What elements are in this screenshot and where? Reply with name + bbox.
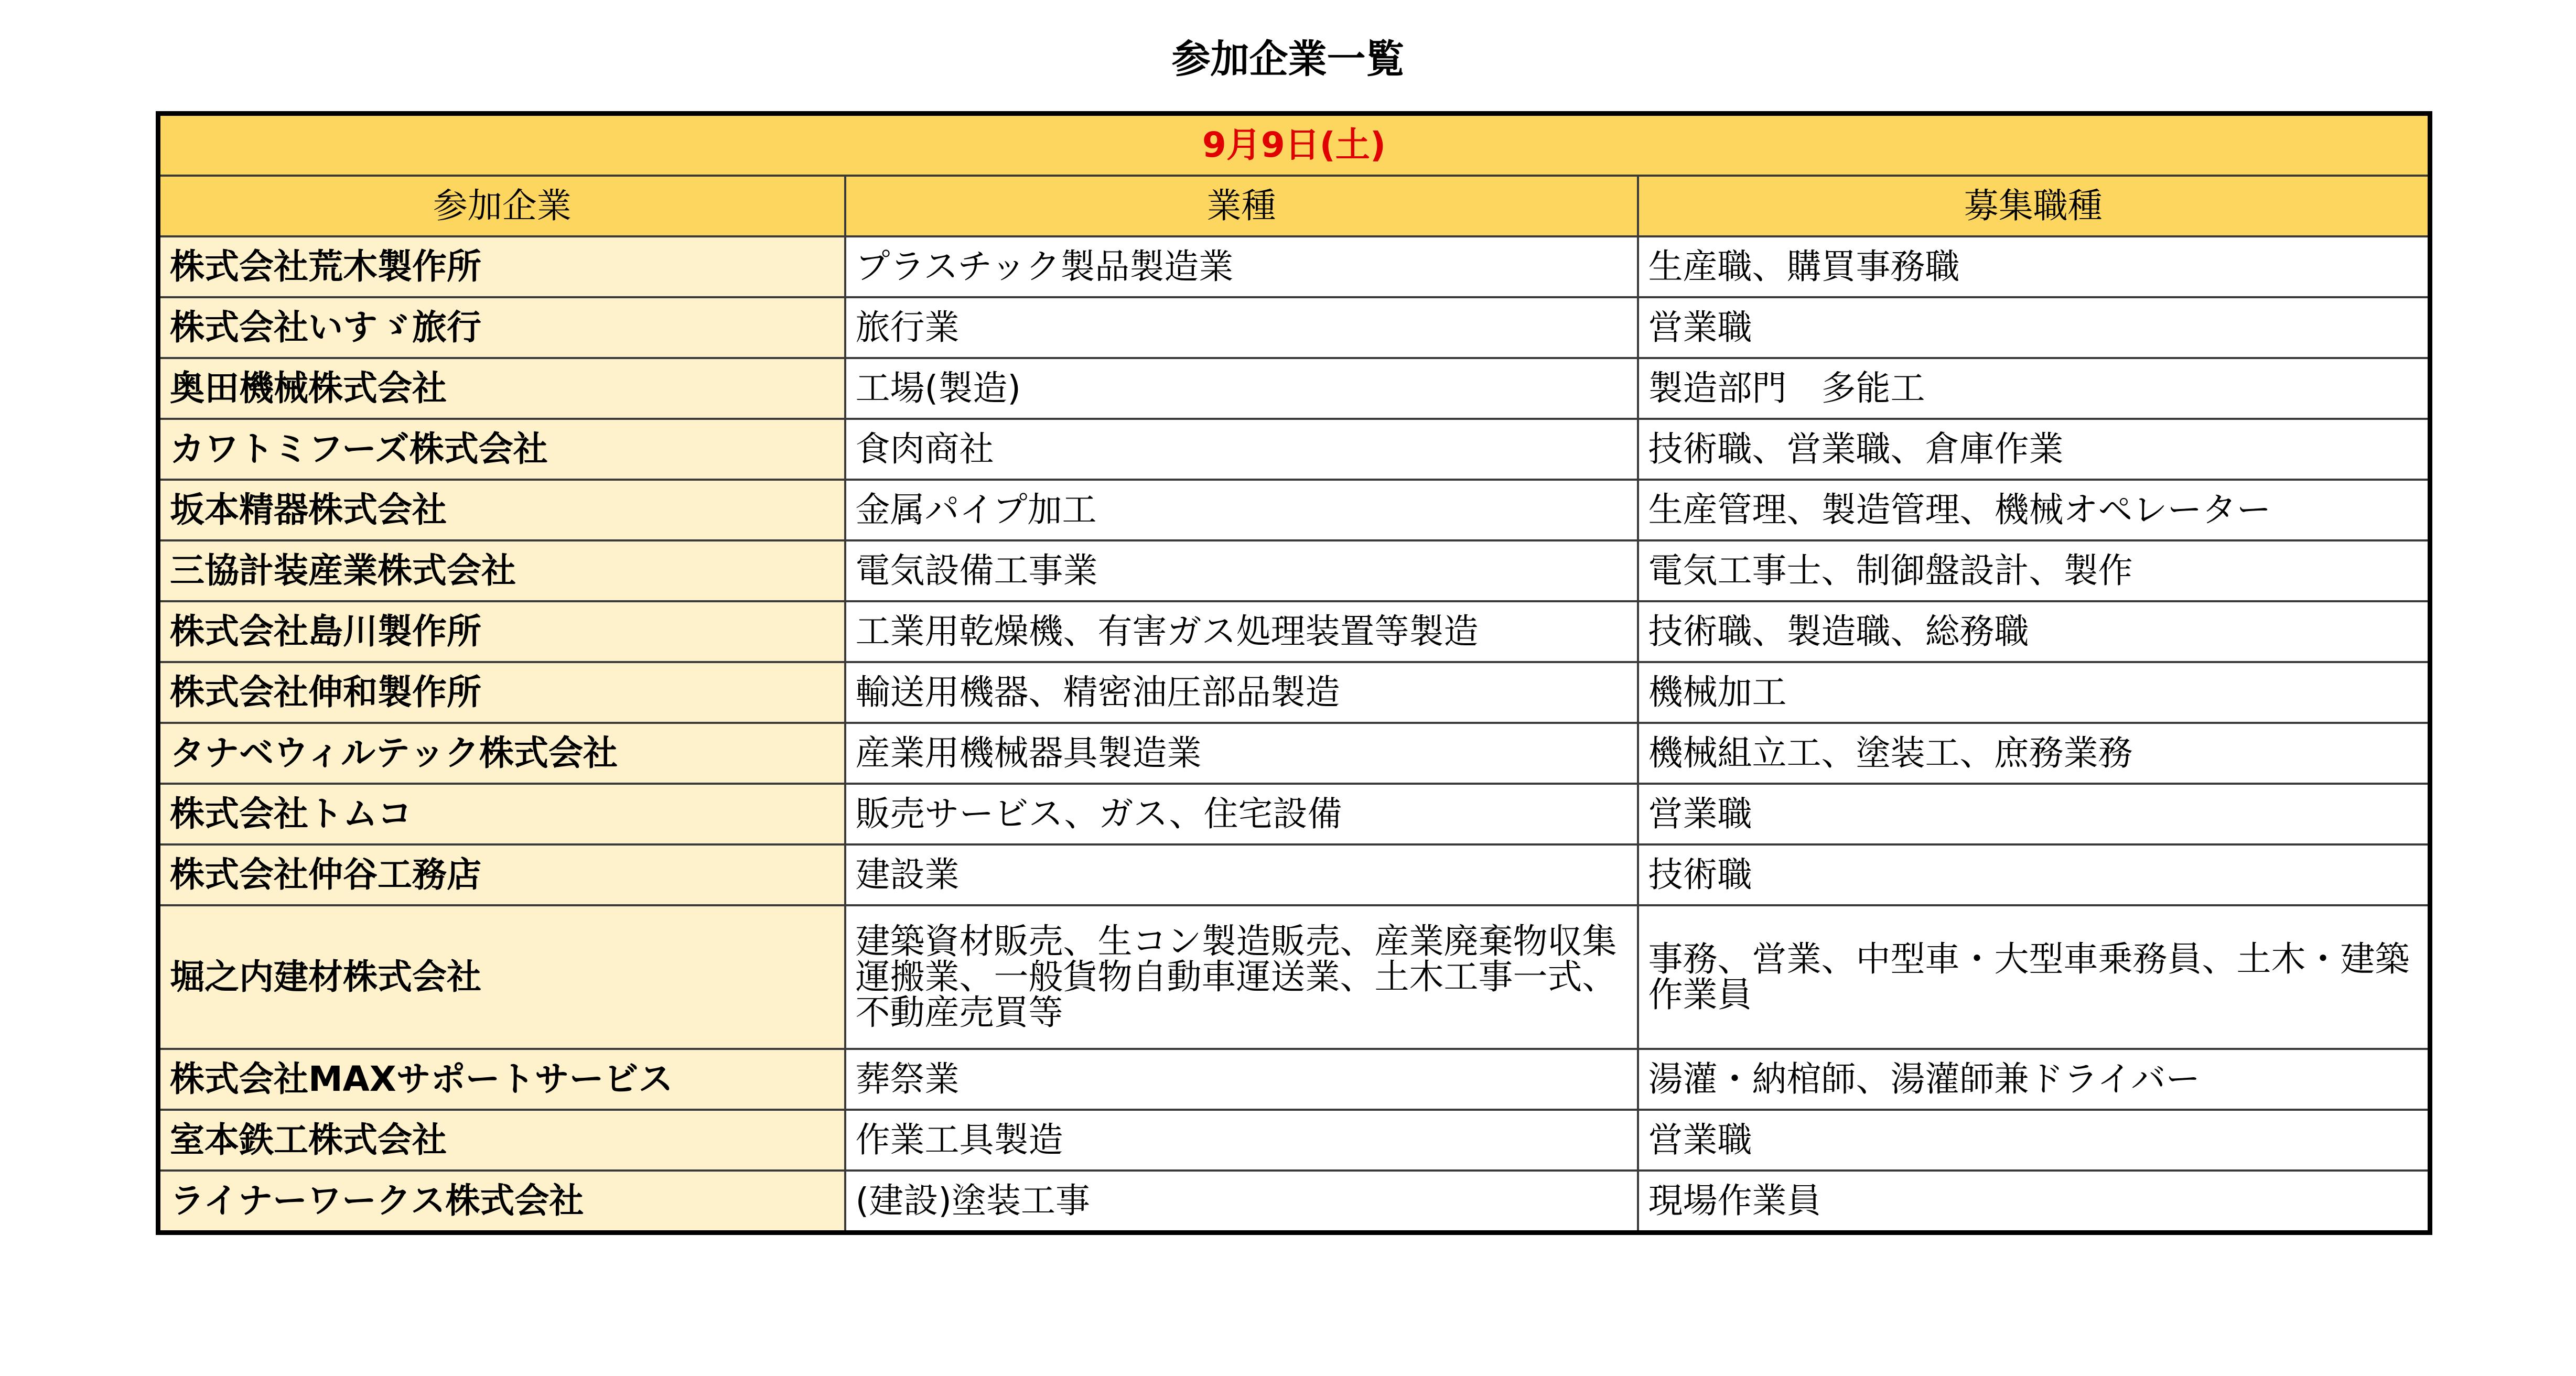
company-name: 株式会社MAXサポートサービス xyxy=(158,1049,845,1110)
jobs-cell: 営業職 xyxy=(1638,784,2430,844)
company-name: ライナーワークス株式会社 xyxy=(158,1171,845,1233)
jobs-cell: 生産管理、製造管理、機械オペレーター xyxy=(1638,480,2430,540)
company-name: 株式会社島川製作所 xyxy=(158,601,845,662)
header-row xyxy=(158,176,2430,236)
table-row xyxy=(158,1171,2430,1233)
industry-cell: 輸送用機器、精密油圧部品製造 xyxy=(845,662,1638,723)
industry-cell: 工場(製造) xyxy=(845,358,1638,419)
date-row xyxy=(158,114,2430,176)
company-name: 株式会社荒木製作所 xyxy=(158,236,845,297)
jobs-cell: 事務、営業、中型車・大型車乗務員、土木・建築作業員 xyxy=(1638,905,2430,1049)
header-jobs: 募集職種 xyxy=(1638,176,2430,236)
jobs-cell: 電気工事士、制御盤設計、製作 xyxy=(1638,540,2430,601)
industry-cell: 工業用乾燥機、有害ガス処理装置等製造 xyxy=(845,601,1638,662)
industry-cell: (建設)塗装工事 xyxy=(845,1171,1638,1233)
industry-cell: 販売サービス、ガス、住宅設備 xyxy=(845,784,1638,844)
jobs-cell: 機械加工 xyxy=(1638,662,2430,723)
industry-cell: 産業用機械器具製造業 xyxy=(845,723,1638,784)
table-row xyxy=(158,1049,2430,1110)
table-row xyxy=(158,419,2430,480)
table-row xyxy=(158,1110,2430,1171)
industry-cell: 金属パイプ加工 xyxy=(845,480,1638,540)
page-title: 参加企業一覧 xyxy=(1171,37,1405,82)
jobs-cell: 営業職 xyxy=(1638,297,2430,358)
table-row xyxy=(158,297,2430,358)
industry-cell: 葬祭業 xyxy=(845,1049,1638,1110)
company-name: 株式会社トムコ xyxy=(158,784,845,844)
industry-cell: 建設業 xyxy=(845,844,1638,905)
table-row xyxy=(158,784,2430,844)
company-name: 株式会社いすゞ旅行 xyxy=(158,297,845,358)
table-row xyxy=(158,662,2430,723)
jobs-cell: 技術職、製造職、総務職 xyxy=(1638,601,2430,662)
industry-cell: 作業工具製造 xyxy=(845,1110,1638,1171)
company-name: カワトミフーズ株式会社 xyxy=(158,419,845,480)
jobs-cell: 湯灌・納棺師、湯灌師兼ドライバー xyxy=(1638,1049,2430,1110)
jobs-cell: 製造部門 多能工 xyxy=(1638,358,2430,419)
company-name: 室本鉄工株式会社 xyxy=(158,1110,845,1171)
industry-cell: 電気設備工事業 xyxy=(845,540,1638,601)
company-name: 株式会社仲谷工務店 xyxy=(158,844,845,905)
table-row xyxy=(158,601,2430,662)
jobs-cell: 営業職 xyxy=(1638,1110,2430,1171)
participating-companies-table xyxy=(156,111,2432,1235)
jobs-cell: 技術職 xyxy=(1638,844,2430,905)
industry-cell: 建築資材販売、生コン製造販売、産業廃棄物収集運搬業、一般貨物自動車運送業、土木工事一式、不動産売買等 xyxy=(845,905,1638,1049)
company-name: 坂本精器株式会社 xyxy=(158,480,845,540)
industry-cell: 旅行業 xyxy=(845,297,1638,358)
jobs-cell: 現場作業員 xyxy=(1638,1171,2430,1233)
table-row xyxy=(158,236,2430,297)
header-company: 参加企業 xyxy=(158,176,845,236)
table-row xyxy=(158,540,2430,601)
event-date: 9月9日(土) xyxy=(158,114,2430,176)
table-row xyxy=(158,905,2430,1049)
industry-cell: プラスチック製品製造業 xyxy=(845,236,1638,297)
company-name: タナベウィルテック株式会社 xyxy=(158,723,845,784)
company-name: 堀之内建材株式会社 xyxy=(158,905,845,1049)
company-name: 三協計装産業株式会社 xyxy=(158,540,845,601)
company-name: 奥田機械株式会社 xyxy=(158,358,845,419)
table-row xyxy=(158,480,2430,540)
jobs-cell: 生産職、購買事務職 xyxy=(1638,236,2430,297)
table-row xyxy=(158,844,2430,905)
table-row xyxy=(158,723,2430,784)
jobs-cell: 機械組立工、塗装工、庶務業務 xyxy=(1638,723,2430,784)
industry-cell: 食肉商社 xyxy=(845,419,1638,480)
header-industry: 業種 xyxy=(845,176,1638,236)
jobs-cell: 技術職、営業職、倉庫作業 xyxy=(1638,419,2430,480)
company-name: 株式会社伸和製作所 xyxy=(158,662,845,723)
table-row xyxy=(158,358,2430,419)
